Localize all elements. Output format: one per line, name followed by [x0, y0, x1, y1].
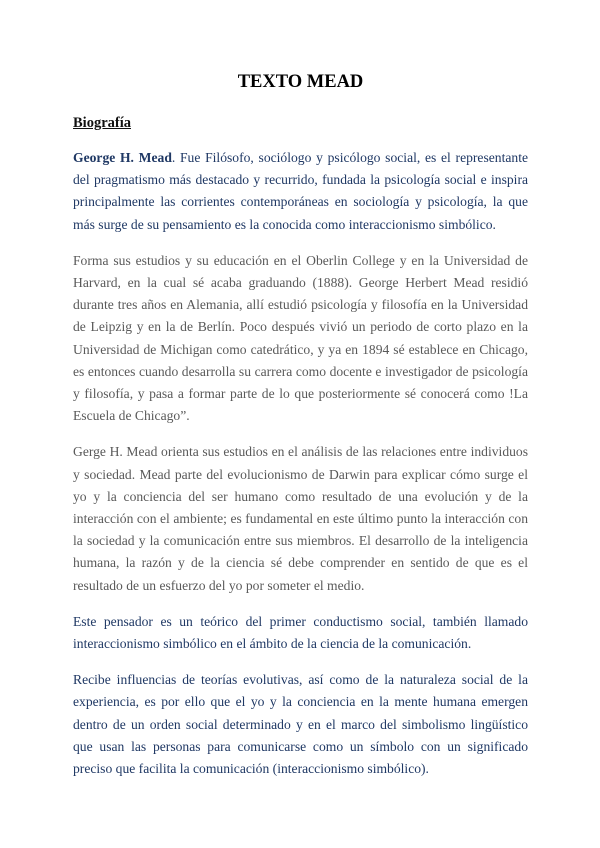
paragraph-studies: Gerge H. Mead orienta sus estudios en el análisis de las relaciones entre individuos y sociedad. Mead parte del evolucionismo de Darwin para explicar cómo surge el yo y la conciencia del ser humano como resultado de una evolución y de la interacción con el ambiente; es fundamental en este último punto la interacción con la sociedad y la comunicación entre sus miembros. El desarrollo de la inteligencia humana, la razón y de la ciencia sé debe comprender en sentido de que es el resultado de un esfuerzo del yo por someter el medio. — [73, 444, 528, 593]
paragraph-conductismo: Este pensador es un teórico del primer conductismo social, también llamado interaccionismo simbólico en el ámbito de la ciencia de la comunicación. — [73, 613, 528, 652]
paragraph-influencias: Recibe influencias de teorías evolutivas, así como de la naturaleza social de la experiencia, es por ello que el yo y la conciencia en la mente humana emergen dentro de un orden social determinado y en el marco del simbolismo lingüístico que usan las personas para comunicarse como un símbolo con un significado preciso que facilita la comunicación (interaccionismo simbólico). — [73, 672, 528, 777]
paragraph-intro — [73, 147, 528, 236]
section-heading-biografia: Biografía — [73, 115, 131, 131]
document-title: TEXTO MEAD — [237, 72, 364, 92]
paragraph-intro-text: . Fue Filósofo, sociólogo y psicólogo social, es el representante del pragmatismo más destacado y recurrido, fundada la psicología social e inspira principalmente las corrientes contemporáneas en sociología y psicología, la que más surge de su pensamiento es la conocida como interaccionismo simbólico. — [73, 150, 529, 232]
paragraph-education: Forma sus estudios y su educación en el Oberlin College y en la Universidad de Harvard, en la cual sé acaba graduando (1888). George Herbert Mead residió durante tres años en Alemania, allí estudió psicología y filosofía en la Universidad de Leipzig y en la de Berlín. Poco después vivió un periodo de corto plazo en la Universidad de Michigan como catedrático, y ya en 1894 sé establece en Chicago, es entonces cuando desarrolla su carrera como docente e investigador de psicología y filosofía, y pasa a formar parte de lo que posteriormente sé conocerá como !La Escuela de Chicago”. — [73, 252, 528, 424]
paragraph-intro-lead: George H. Mead — [73, 150, 172, 165]
